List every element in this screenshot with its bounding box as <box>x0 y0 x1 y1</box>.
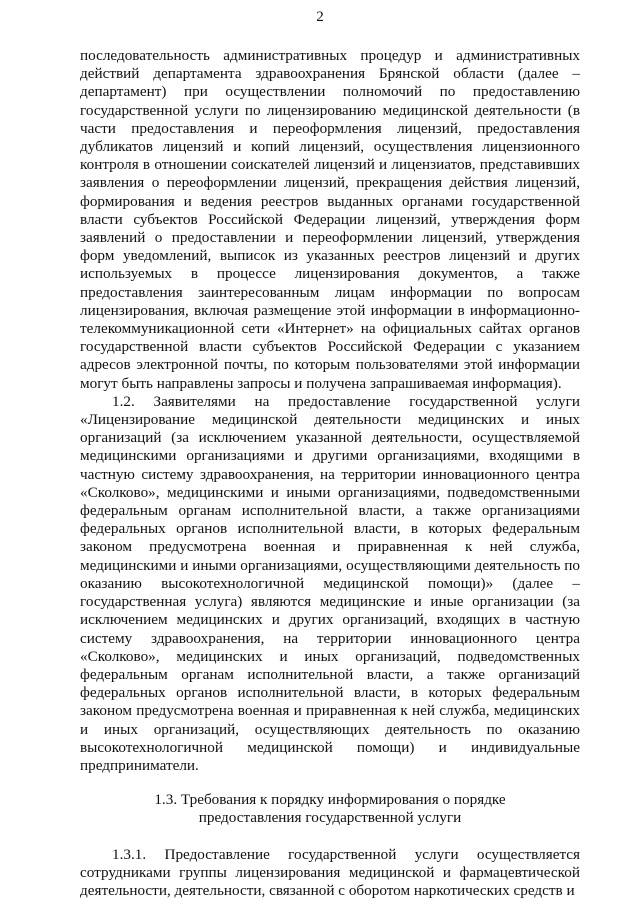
paragraph-procedures: последовательность административных процедур и административных действий департамента здравоохранения Брянской области (далее – департамент) при осуществлении полномочий по предоставлению государственной услуги по лицензированию медицинской деятельности (в части предоставления и переоформления лицензий, предоставления дубликатов лицензий и копий лицензий, осуществления лицензионного контроля в отношении соискателей лицензий и лицензиатов, представивших заявления о переоформлении лицензий, прекращения действия лицензий, формирования и ведения реестров выданных органами государственной власти субъектов Российской Федерации лицензий, утверждения форм заявлений о предоставлении и переоформлении лицензий, утверждения форм уведомлений, выписок из указанных реестров лицензий и других используемых в процессе лицензирования документов, а также предоставления заинтересованным лицам информации по вопросам лицензирования, включая размещение этой информации в информационно-телекоммуникационной сети «Интернет» на официальных сайтах органов государственной власти субъектов Российской Федерации с указанием адресов электронной почты, по которым пользователями этой информации могут быть направлены запросы и получена запрашиваемая информация). <box>80 47 580 392</box>
section-heading-line2: предоставления государственной услуги <box>198 809 462 827</box>
paragraph-provision: 1.3.1. Предоставление государственной услуги осуществляется сотрудниками группы лицензирования медицинской и фармацевтической деятельности, деятельности, связанной с оборотом наркотических средств и <box>80 845 580 899</box>
section-heading <box>80 791 580 827</box>
paragraph-applicants: 1.2. Заявителями на предоставление государственной услуги «Лицензирование медицинской деятельности медицинских и иных организаций (за исключением указанной деятельности, осуществляемой медицинскими организациями и другими организациями, входящими в частную систему здравоохранения, на территории инновационного центра «Сколково», медицинскими и иными организациями, подведомственными федеральным органам исполнительной власти, а также организациями федеральных органов исполнительной власти, в которых федеральным законом предусмотрена военная и приравненная к ней служба, медицинскими и иными организациями, осуществляющими деятельность по оказанию высокотехнологичной медицинской помощи)» (далее – государственная услуга) являются медицинские и иные организации (за исключением медицинских и других организаций, входящих в частную систему здравоохранения, на территории инновационного центра «Сколково», медицинских и иных организаций, подведомственных федеральным органам исполнительной власти, а также организаций федеральных органов исполнительной власти, в которых федеральным законом предусмотрена военная и приравненная к ней служба, медицинских и иных организаций, осуществляющих деятельность по оказанию высокотехнологичной медицинской помощи) и индивидуальные предприниматели. <box>80 392 580 774</box>
document-body <box>80 47 580 900</box>
section-heading-line1: 1.3. Требования к порядку информирования о порядке <box>154 791 506 809</box>
page-number: 2 <box>316 9 324 25</box>
